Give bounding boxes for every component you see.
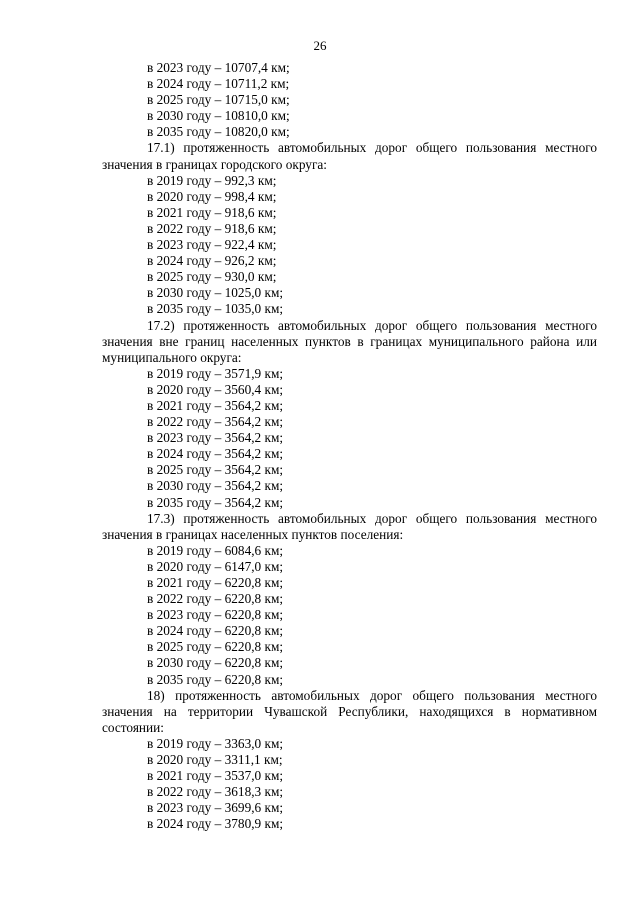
list-item: в 2023 году – 3564,2 км; [147,430,284,446]
list-item: в 2019 году – 3571,9 км; [147,365,284,381]
list-item: в 2024 году – 6220,8 км; [147,623,284,639]
list-item: в 2035 году – 10820,0 км; [147,124,290,140]
list-item: в 2023 году – 922,4 км; [147,237,277,253]
paragraph: 17.2) протяженность автомобильных дорог общего пользования местного значения вне границ населенных пунктов в границах муниципального района или муниципального округа: [102,317,597,365]
list-item: в 2025 году – 10715,0 км; [147,92,290,108]
list-item: в 2035 году – 6220,8 км; [147,671,284,687]
document-body [102,60,597,833]
list-item: в 2024 году – 10711,2 км; [147,76,290,92]
page-number: 26 [313,38,327,53]
list-item: в 2022 году – 3564,2 км; [147,414,284,430]
list-item: в 2035 году – 3564,2 км; [147,494,284,510]
list-item: в 2030 году – 1025,0 км; [147,285,284,301]
paragraph: 18) протяженность автомобильных дорог общего пользования местного значения на территории Чувашской Республики, находящихся в нормативном состоянии: [102,687,597,735]
list-item: в 2022 году – 3618,3 км; [147,784,284,800]
list-item: в 2023 году – 6220,8 км; [147,607,284,623]
list-item: в 2019 году – 3363,0 км; [147,735,284,751]
list-item: в 2022 году – 918,6 км; [147,220,277,236]
list-item: в 2030 году – 3564,2 км; [147,478,284,494]
list-item: в 2020 году – 3560,4 км; [147,381,284,397]
paragraph: 17.3) протяженность автомобильных дорог общего пользования местного значения в границах населенных пунктов поселения: [102,510,597,542]
list-item: в 2025 году – 930,0 км; [147,269,277,285]
list-item: в 2020 году – 3311,1 км; [147,752,283,768]
list-item: в 2021 году – 918,6 км; [147,204,277,220]
list-item: в 2021 году – 3564,2 км; [147,397,284,413]
list-item: в 2024 году – 3564,2 км; [147,446,284,462]
list-item: в 2019 году – 6084,6 км; [147,542,284,558]
list-item: в 2030 году – 10810,0 км; [147,108,290,124]
list-item: в 2023 году – 3699,6 км; [147,800,284,816]
list-item: в 2024 году – 3780,9 км; [147,816,284,832]
list-item: в 2022 году – 6220,8 км; [147,591,284,607]
list-item: в 2030 году – 6220,8 км; [147,655,284,671]
list-item: в 2020 году – 998,4 км; [147,188,277,204]
list-item: в 2021 году – 6220,8 км; [147,575,284,590]
list-item: в 2025 году – 3564,2 км; [147,462,284,478]
list-item: в 2025 году – 6220,8 км; [147,639,284,655]
paragraph: 17.1) протяженность автомобильных дорог общего пользования местного значения в границах городского округа: [102,140,597,172]
list-item: в 2021 году – 3537,0 км; [147,768,284,784]
list-item: в 2020 году – 6147,0 км; [147,558,284,574]
list-item: в 2035 году – 1035,0 км; [147,301,284,317]
list-item: в 2023 году – 10707,4 км; [147,60,290,75]
list-item: в 2024 году – 926,2 км; [147,253,277,269]
list-item: в 2019 году – 992,3 км; [147,172,277,188]
